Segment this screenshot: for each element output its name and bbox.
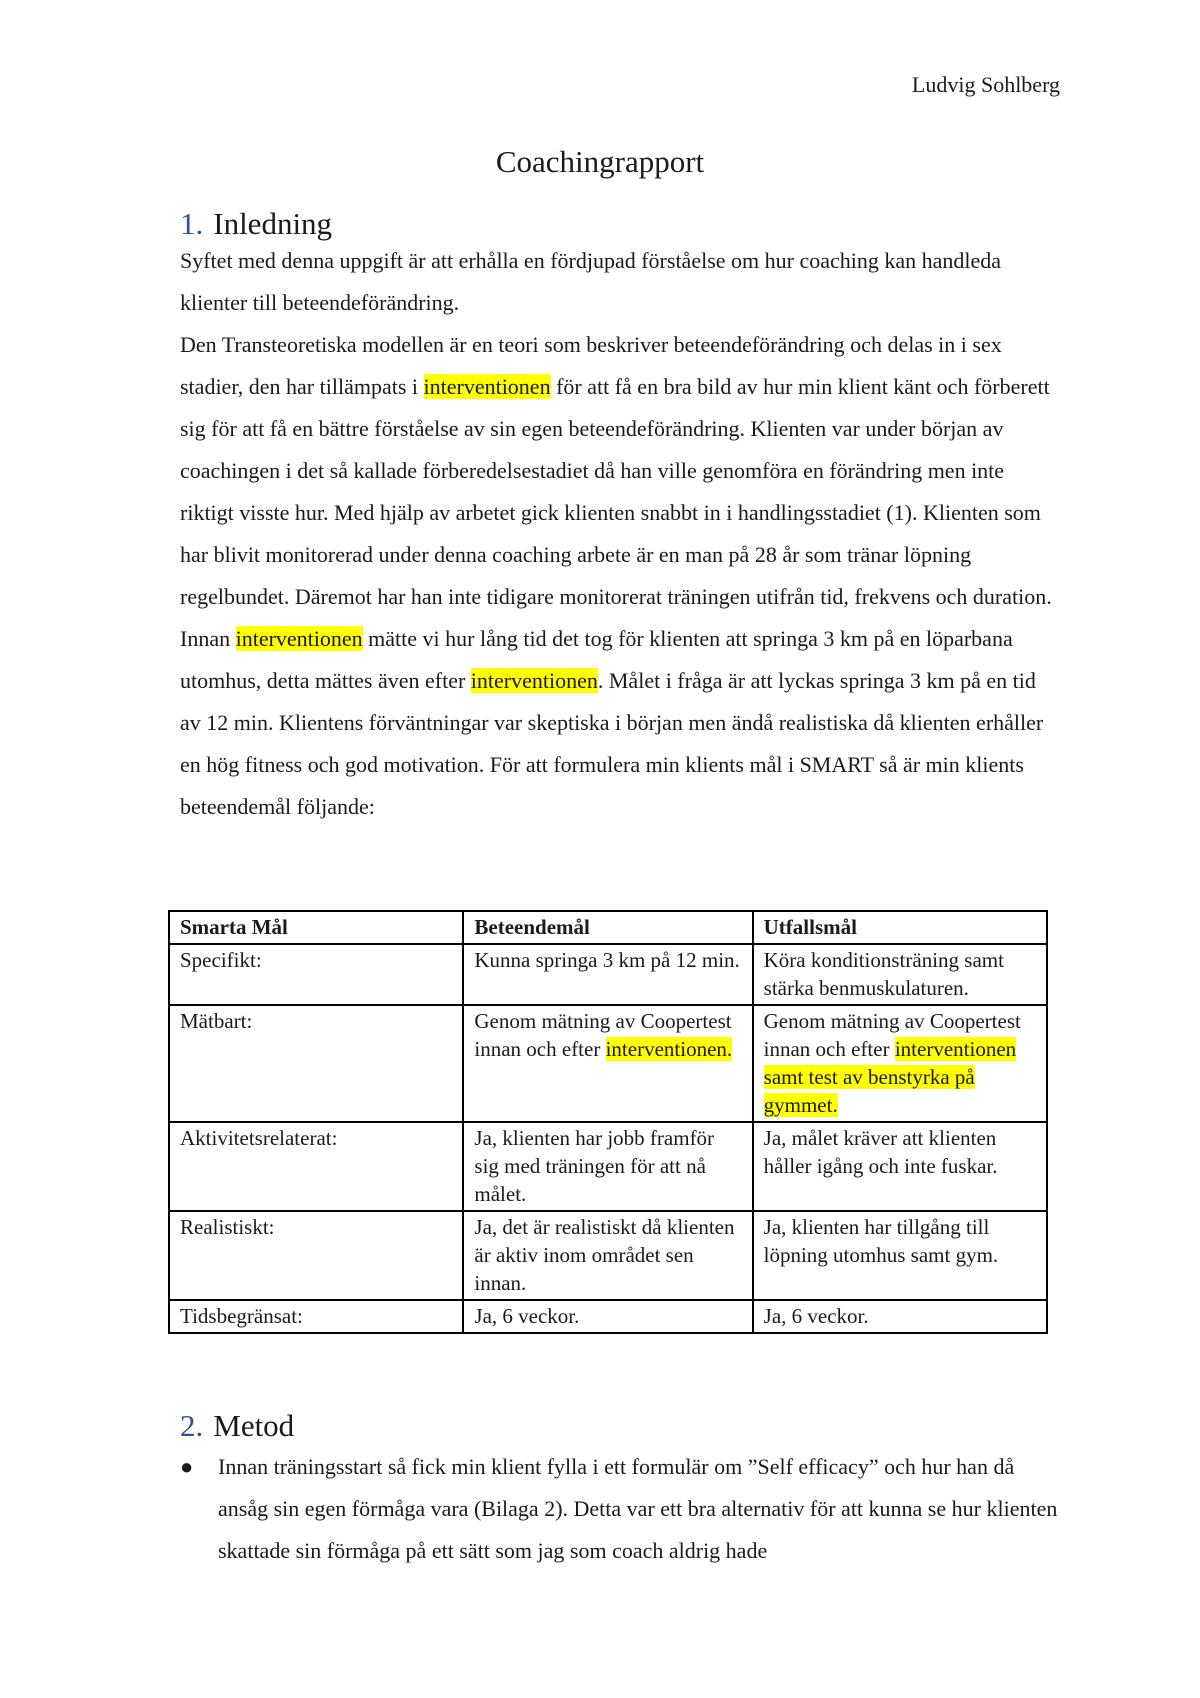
table-cell: Genom mätning av Coopertest innan och efter interventionen. [463, 1005, 752, 1122]
table-header-cell: Utfallsmål [753, 911, 1047, 944]
table-row [169, 944, 1047, 1005]
table-cell: Specifikt: [169, 944, 463, 1005]
author-name: Ludvig Sohlberg [911, 72, 1060, 97]
table-cell: Realistiskt: [169, 1211, 463, 1300]
highlighted-text: interventionen [235, 626, 363, 651]
paragraph: Den Transteoretiska modellen är en teori som beskriver beteendeförändring och delas in i sex stadier, den har tillämpats i interventionen för att få en bra bild av hur min klient känt och förberett sig för att få en bättre förståelse av sin egen beteendeförändring. Klienten var under början av coachingen i det så kallade förberedelsestadiet då han ville genomföra en förändring men inte riktigt visste hur. Med hjälp av arbetet gick klienten snabbt in i handlingsstadiet (1). Klienten som har blivit monitorerad under denna coaching arbete är en man på 28 år som tränar löpning regelbundet. Däremot har han inte tidigare monitorerat träningen utifrån tid, frekvens och duration. Innan interventionen mätte vi hur lång tid det tog för klienten att springa 3 km på en löparbana utomhus, detta mättes även efter interventionen. Målet i fråga är att lyckas springa 3 km på en tid av 12 min. Klientens förväntningar var skeptiska i början men ändå realistiska då klienten erhåller en hög fitness och god motivation. För att formulera min klients mål i SMART så är min klients beteendemål följande: [180, 332, 1052, 819]
table-header-row [169, 911, 1047, 944]
section-title: Inledning [213, 206, 333, 241]
table-header-cell: Beteendemål [463, 911, 752, 944]
intro-body [180, 240, 1060, 828]
table-cell: Kunna springa 3 km på 12 min. [463, 944, 752, 1005]
table-row [169, 1005, 1047, 1122]
table-row [169, 1300, 1047, 1333]
section-number: 2. [180, 1408, 204, 1443]
bullet-list-item [180, 1446, 1060, 1572]
table-row [169, 1122, 1047, 1211]
table-cell: Ja, det är realistiskt då klienten är aktiv inom området sen innan. [463, 1211, 752, 1300]
bullet-icon: ● [180, 1454, 194, 1479]
table-cell: Ja, klienten har jobb framför sig med träningen för att nå målet. [463, 1122, 752, 1211]
smart-goals-table [168, 910, 1048, 1334]
table-cell: Ja, 6 veckor. [463, 1300, 752, 1333]
table-cell: Aktivitetsrelaterat: [169, 1122, 463, 1211]
table-row [169, 1211, 1047, 1300]
table-cell: Köra konditionsträning samt stärka benmuskulaturen. [753, 944, 1047, 1005]
section-heading-inledning [180, 206, 332, 242]
bullet-text: Innan träningsstart så fick min klient fylla i ett formulär om ”Self efficacy” och hur han då ansåg sin egen förmåga vara (Bilaga 2). Detta var ett bra alternativ för att kunna se hur klienten skattade sin förmåga på ett sätt som jag som coach aldrig hade [218, 1454, 1058, 1563]
table-cell: Ja, 6 veckor. [753, 1300, 1047, 1333]
table-cell: Ja, målet kräver att klienten håller igång och inte fuskar. [753, 1122, 1047, 1211]
table-cell: Tidsbegränsat: [169, 1300, 463, 1333]
highlighted-text: interventionen [470, 668, 598, 693]
table-header-cell: Smarta Mål [169, 911, 463, 944]
section-title: Metod [213, 1408, 295, 1443]
table-cell: Mätbart: [169, 1005, 463, 1122]
table-cell: Genom mätning av Coopertest innan och efter interventionen samt test av benstyrka på gymmet. [753, 1005, 1047, 1122]
section-heading-metod [180, 1408, 294, 1444]
document-title: Coachingrapport [495, 144, 705, 179]
paragraph: Syftet med denna uppgift är att erhålla en fördjupad förståelse om hur coaching kan handleda klienter till beteendeförändring. [180, 248, 1002, 315]
section-number: 1. [180, 206, 204, 241]
highlighted-text: interventionen. [605, 1037, 733, 1061]
table-cell: Ja, klienten har tillgång till löpning utomhus samt gym. [753, 1211, 1047, 1300]
highlighted-text: interventionen samt test av benstyrka på gymmet. [763, 1037, 1017, 1117]
highlighted-text: interventionen [423, 374, 551, 399]
